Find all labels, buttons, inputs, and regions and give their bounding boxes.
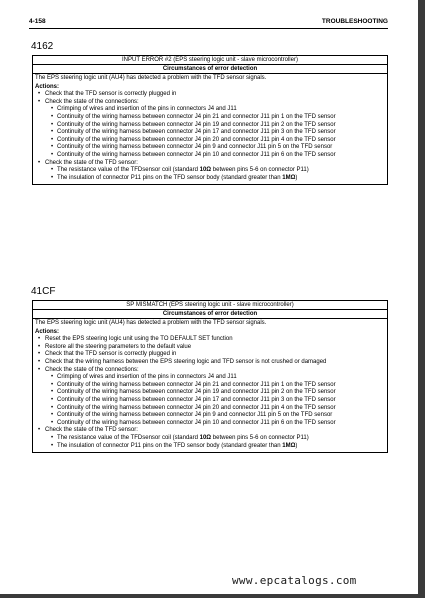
error-title: INPUT ERROR #2 (EPS steering logic unit - slave microcontroller): [33, 56, 387, 65]
error-block-41cf: [32, 300, 388, 453]
item-value: 10Ω: [199, 167, 212, 174]
list-item: • Continuity of the wiring harness between connector J4 pin 20 and connector J11 pin 4 on the TFD sensor: [35, 137, 385, 145]
list-item: • Check the state of the TFD sensor:: [35, 160, 385, 168]
list-item: • Continuity of the wiring harness between connector J4 pin 19 and connector J11 pin 2 on the TFD sensor: [35, 389, 385, 397]
page-shadow-right: [418, 0, 425, 598]
error-title: SP MISMATCH (EPS steering logic unit - slave microcontroller): [33, 301, 387, 310]
item-value: 1MΩ: [282, 442, 296, 449]
section-title: TROUBLESHOOTING: [321, 18, 388, 25]
list-item: • Restore all the steering parameters to the default value: [35, 344, 385, 352]
error-body: [33, 319, 387, 452]
error-code-41cf: 41CF: [31, 286, 56, 297]
page-header: [29, 18, 388, 29]
list-item: • Check the state of the connections:: [35, 367, 385, 375]
item-text: between pins 5-6 on connector P11): [211, 434, 309, 441]
list-item: • Continuity of the wiring harness between connector J4 pin 10 and connector J11 pin 6 on the TFD sensor: [35, 420, 385, 428]
list-item: [35, 175, 385, 183]
list-item: • Check that the TFD sensor is correctly plugged in: [35, 351, 385, 359]
item-text: The insulation of connector P11 pins on the TFD sensor body (standard greater than: [57, 442, 283, 449]
circumstances-heading: Circumstances of error detection: [33, 65, 387, 74]
circumstances-heading: Circumstances of error detection: [33, 310, 387, 319]
item-text: The resistance value of the TFDsensor coil (standard: [57, 434, 200, 441]
page-number: 4-158: [29, 18, 46, 25]
page-shadow-bottom: [0, 594, 425, 598]
error-description: The EPS steering logic unit (AU4) has detected a problem with the TFD sensor signals.: [35, 75, 267, 81]
list-item: • Continuity of the wiring harness between connector J4 pin 10 and connector J11 pin 6 on the TFD sensor: [35, 152, 385, 160]
action-list: [35, 336, 385, 450]
item-text: The insulation of connector P11 pins on the TFD sensor body (standard greater than: [57, 174, 283, 181]
watermark: www.epcatalogs.com: [232, 574, 357, 587]
list-item: • Continuity of the wiring harness between connector J4 pin 17 and connector J11 pin 3 on the TFD sensor: [35, 129, 385, 137]
error-block-4162: [32, 55, 388, 185]
list-item: • Check that the wiring harness between the EPS steering logic and TFD sensor is not crushed or damaged: [35, 359, 385, 367]
action-list: [35, 91, 385, 182]
actions-heading: Actions:: [35, 83, 59, 90]
list-item: • Continuity of the wiring harness between connector J4 pin 20 and connector J11 pin 4 on the TFD sensor: [35, 405, 385, 413]
list-item: • Crimping of wires and insertion of the pins in connectors J4 and J11: [35, 106, 385, 114]
list-item: • Continuity of the wiring harness between connector J4 pin 9 and connector J11 pin 5 on the TFD sensor: [35, 144, 385, 152]
list-item: [35, 443, 385, 451]
list-item: • Continuity of the wiring harness between connector J4 pin 17 and connector J11 pin 3 on the TFD sensor: [35, 397, 385, 405]
list-item: • Continuity of the wiring harness between connector J4 pin 21 and connector J11 pin 1 on the TFD sensor: [35, 114, 385, 122]
list-item: • Reset the EPS steering logic unit using the TO DEFAULT SET function: [35, 336, 385, 344]
list-item: [35, 435, 385, 443]
item-text: between pins 5-6 on connector P11): [211, 167, 309, 174]
error-description: The EPS steering logic unit (AU4) has detected a problem with the TFD sensor signals.: [35, 320, 267, 326]
list-item: • Check that the TFD sensor is correctly plugged in: [35, 91, 385, 99]
list-item: • Check the state of the TFD sensor:: [35, 427, 385, 435]
list-item: • Crimping of wires and insertion of the pins in connectors J4 and J11: [35, 374, 385, 382]
item-value: 10Ω: [199, 434, 212, 441]
error-code-4162: 4162: [31, 41, 54, 52]
list-item: [35, 167, 385, 175]
list-item: • Continuity of the wiring harness between connector J4 pin 9 and connector J11 pin 5 on the TFD sensor: [35, 412, 385, 420]
actions-heading: Actions:: [35, 328, 59, 335]
list-item: • Check the state of the connections:: [35, 99, 385, 107]
error-body: [33, 74, 387, 184]
item-text: ): [295, 174, 298, 181]
list-item: • Continuity of the wiring harness between connector J4 pin 19 and connector J11 pin 2 on the TFD sensor: [35, 122, 385, 130]
item-text: The resistance value of the TFDsensor coil (standard: [57, 167, 200, 174]
item-value: 1MΩ: [282, 174, 296, 181]
item-text: ): [295, 442, 298, 449]
list-item: • Continuity of the wiring harness between connector J4 pin 21 and connector J11 pin 1 on the TFD sensor: [35, 382, 385, 390]
